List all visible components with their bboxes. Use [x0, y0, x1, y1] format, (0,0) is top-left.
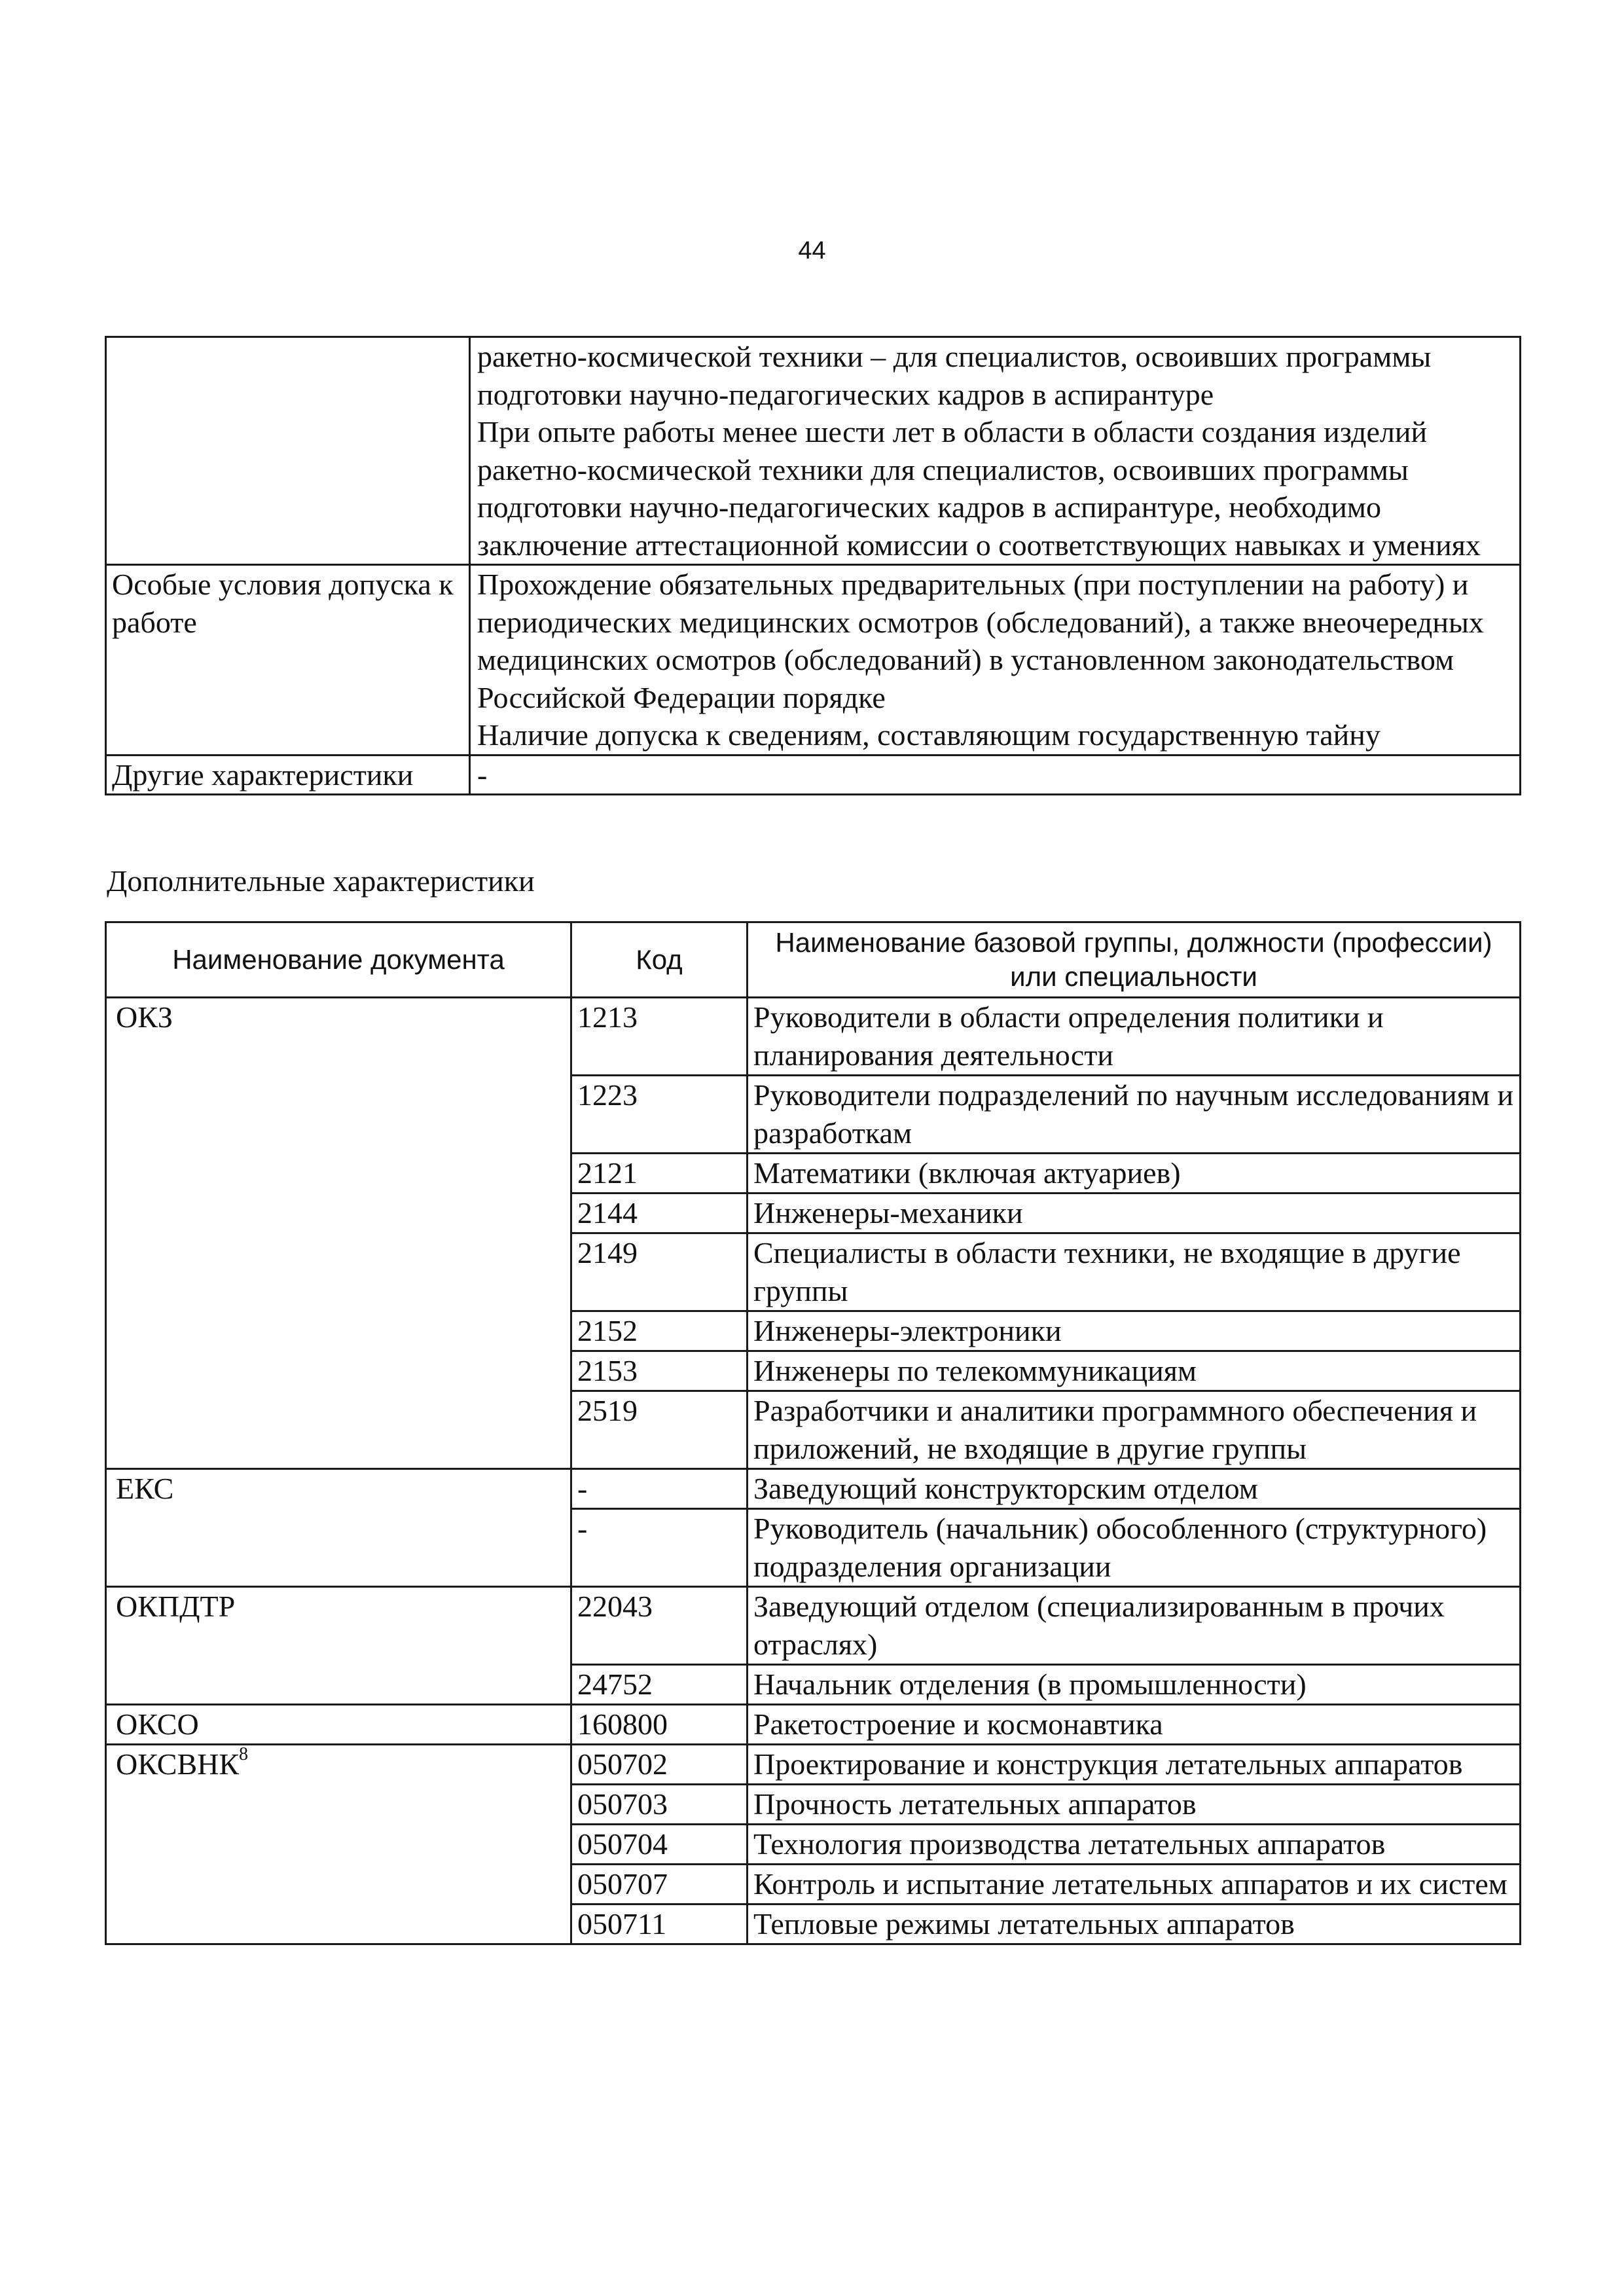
- occupation-name-cell: Технология производства летательных аппаратов: [748, 1825, 1521, 1865]
- occupation-name-cell: Специалисты в области техники, не входящие в другие группы: [748, 1233, 1521, 1311]
- code-cell: 160800: [571, 1705, 748, 1745]
- code-cell: 2153: [571, 1351, 748, 1391]
- code-cell: 050702: [571, 1745, 748, 1785]
- document-name: ЕКС: [116, 1472, 174, 1505]
- code-cell: 050707: [571, 1865, 748, 1904]
- row-label: Особые условия допуска к работе: [106, 565, 470, 756]
- occupation-name-cell: Контроль и испытание летательных аппаратов и их систем: [748, 1865, 1521, 1904]
- occupation-name-cell: Заведующий конструкторским отделом: [748, 1469, 1521, 1509]
- content-paragraph: Прохождение обязательных предварительных (при поступлении на работу) и периодических медицинских осмотров (обследований), а также внеочередных медицинских осмотров (обследований) в установленном законодательством Российской Федерации порядке: [477, 568, 1484, 714]
- code-cell: 1223: [571, 1076, 748, 1154]
- code-cell: 1213: [571, 998, 748, 1076]
- footnote-marker: 8: [239, 1744, 249, 1764]
- additional-characteristics-heading: Дополнительные характеристики: [107, 864, 535, 898]
- content-paragraph: -: [477, 757, 488, 792]
- code-cell: -: [571, 1469, 748, 1509]
- occupation-name-cell: Разработчики и аналитики программного обеспечения и приложений, не входящие в другие группы: [748, 1391, 1521, 1469]
- occupation-name-cell: Ракетостроение и космонавтика: [748, 1705, 1521, 1745]
- document-name-cell: [106, 1745, 571, 1944]
- document-name: ОКПДТР: [116, 1590, 236, 1623]
- table-row: [106, 337, 1521, 565]
- content-paragraph: Наличие допуска к сведениям, составляющим государственную тайну: [477, 718, 1380, 752]
- occupation-name-cell: Проектирование и конструкция летательных аппаратов: [748, 1745, 1521, 1785]
- table-row: [106, 1745, 1521, 1785]
- occupation-name-cell: Инженеры по телекоммуникациям: [748, 1351, 1521, 1391]
- code-cell: 050704: [571, 1825, 748, 1865]
- code-cell: 2519: [571, 1391, 748, 1469]
- table-row: [106, 755, 1521, 795]
- row-content: [470, 755, 1521, 795]
- code-cell: -: [571, 1509, 748, 1587]
- occupation-name-cell: Руководители в области определения политики и планирования деятельности: [748, 998, 1521, 1076]
- code-cell: 2149: [571, 1233, 748, 1311]
- occupation-name-cell: Прочность летательных аппаратов: [748, 1785, 1521, 1825]
- document-name-cell: [106, 1705, 571, 1745]
- page-number: 44: [798, 237, 826, 264]
- code-cell: 050711: [571, 1904, 748, 1944]
- occupation-name-cell: Тепловые режимы летательных аппаратов: [748, 1904, 1521, 1944]
- occupation-name-cell: Заведующий отделом (специализированным в прочих отраслях): [748, 1587, 1521, 1665]
- document-name-cell: [106, 998, 571, 1469]
- row-content: [470, 565, 1521, 756]
- document-name: ОКЗ: [116, 1000, 173, 1034]
- code-cell: 050703: [571, 1785, 748, 1825]
- content-paragraph: При опыте работы менее шести лет в области в области создания изделий ракетно-космической техники для специалистов, освоивших программы подготовки научно-педагогических кадров в аспирантуре, необходимо заключение аттестационной комиссии о соответствующих навыках и умениях: [477, 415, 1481, 562]
- code-cell: 22043: [571, 1587, 748, 1665]
- row-content: [470, 337, 1521, 565]
- occupation-name-cell: Математики (включая актуариев): [748, 1154, 1521, 1194]
- occupation-name-cell: Руководитель (начальник) обособленного (структурного) подразделения организации: [748, 1509, 1521, 1587]
- additional-characteristics-table: [105, 921, 1521, 1945]
- document-name: ОКСВНК: [116, 1747, 240, 1781]
- code-cell: 2152: [571, 1311, 748, 1351]
- occupation-name-cell: Руководители подразделений по научным исследованиям и разработкам: [748, 1076, 1521, 1154]
- table-row: [106, 1705, 1521, 1745]
- document-name: ОКСО: [116, 1707, 199, 1741]
- table-row: [106, 1587, 1521, 1665]
- occupation-name-cell: Инженеры-электроники: [748, 1311, 1521, 1351]
- table-row: [106, 998, 1521, 1076]
- code-cell: 2121: [571, 1154, 748, 1194]
- occupation-name-cell: Начальник отделения (в промышленности): [748, 1665, 1521, 1705]
- row-label: Другие характеристики: [106, 755, 470, 795]
- document-name-cell: [106, 1469, 571, 1587]
- content-paragraph: ракетно-космической техники – для специалистов, освоивших программы подготовки научно-педагогических кадров в аспирантуре: [477, 340, 1432, 411]
- header-document: Наименование документа: [106, 922, 571, 998]
- header-name: Наименование базовой группы, должности (профессии) или специальности: [748, 922, 1521, 998]
- document-name-cell: [106, 1587, 571, 1705]
- table-row: [106, 565, 1521, 756]
- code-cell: 24752: [571, 1665, 748, 1705]
- occupation-name-cell: Инженеры-механики: [748, 1194, 1521, 1233]
- code-cell: 2144: [571, 1194, 748, 1233]
- table-row: [106, 1469, 1521, 1509]
- table-header-row: [106, 922, 1521, 998]
- header-code: Код: [571, 922, 748, 998]
- qualification-table: [105, 336, 1521, 795]
- row-label: [106, 337, 470, 565]
